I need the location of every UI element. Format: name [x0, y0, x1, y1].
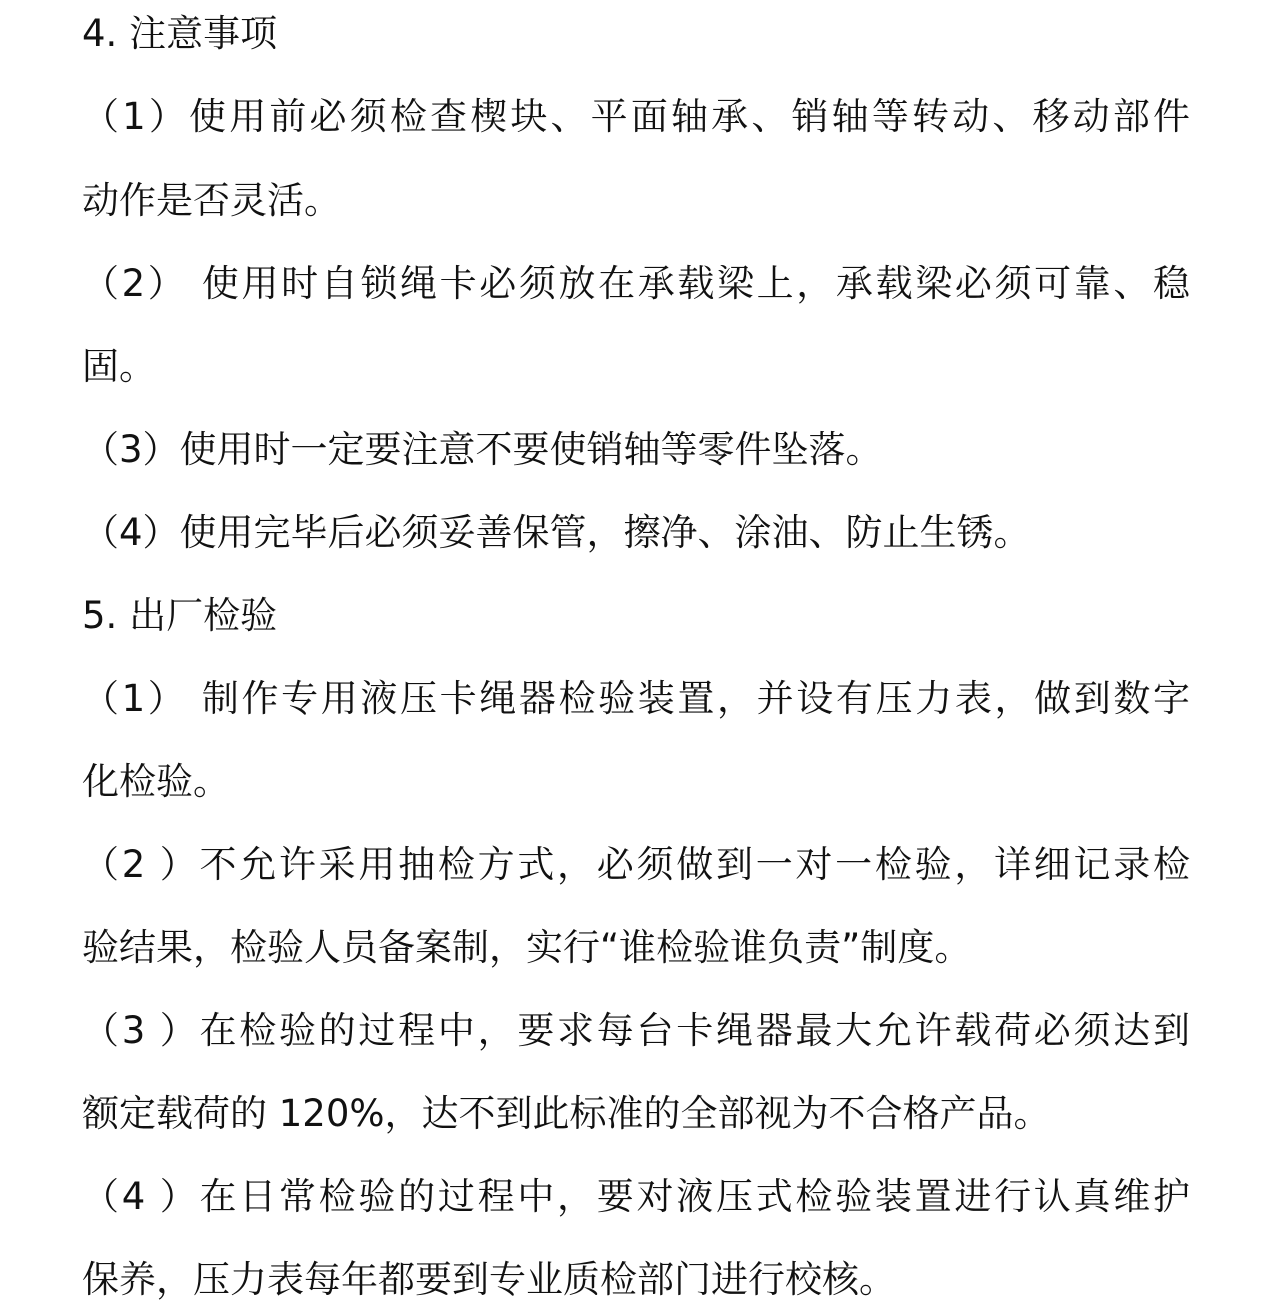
paragraph-line: （2） 使用时自锁绳卡必须放在承载梁上，承载梁必须可靠、稳 [82, 262, 1190, 305]
paragraph-line: （1） 制作专用液压卡绳器检验装置，并设有压力表，做到数字 [82, 677, 1190, 720]
paragraph-line: 额定载荷的 120%，达不到此标准的全部视为不合格产品。 [82, 1092, 1051, 1135]
paragraph-line: （2 ）不允许采用抽检方式，必须做到一对一检验，详细记录检 [82, 843, 1190, 886]
paragraph-line: （4 ）在日常检验的过程中，要对液压式检验装置进行认真维护 [82, 1175, 1190, 1218]
paragraph-line: （3）使用时一定要注意不要使销轴等零件坠落。 [82, 428, 883, 471]
section-heading-4: 4. 注意事项 [82, 12, 278, 55]
paragraph-line: 化检验。 [82, 760, 230, 803]
paragraph-line: 验结果，检验人员备案制，实行“谁检验谁负责”制度。 [82, 926, 972, 969]
paragraph-line: （4）使用完毕后必须妥善保管，擦净、涂油、防止生锈。 [82, 511, 1031, 554]
paragraph-line: （3 ）在检验的过程中，要求每台卡绳器最大允许载荷必须达到 [82, 1009, 1190, 1052]
paragraph-line: 保养，压力表每年都要到专业质检部门进行校核。 [82, 1258, 896, 1301]
paragraph-line: 固。 [82, 345, 156, 388]
paragraph-line: 动作是否灵活。 [82, 179, 341, 222]
section-heading-5: 5. 出厂检验 [82, 594, 278, 637]
paragraph-line: （1）使用前必须检查楔块、平面轴承、销轴等转动、移动部件 [82, 95, 1190, 138]
